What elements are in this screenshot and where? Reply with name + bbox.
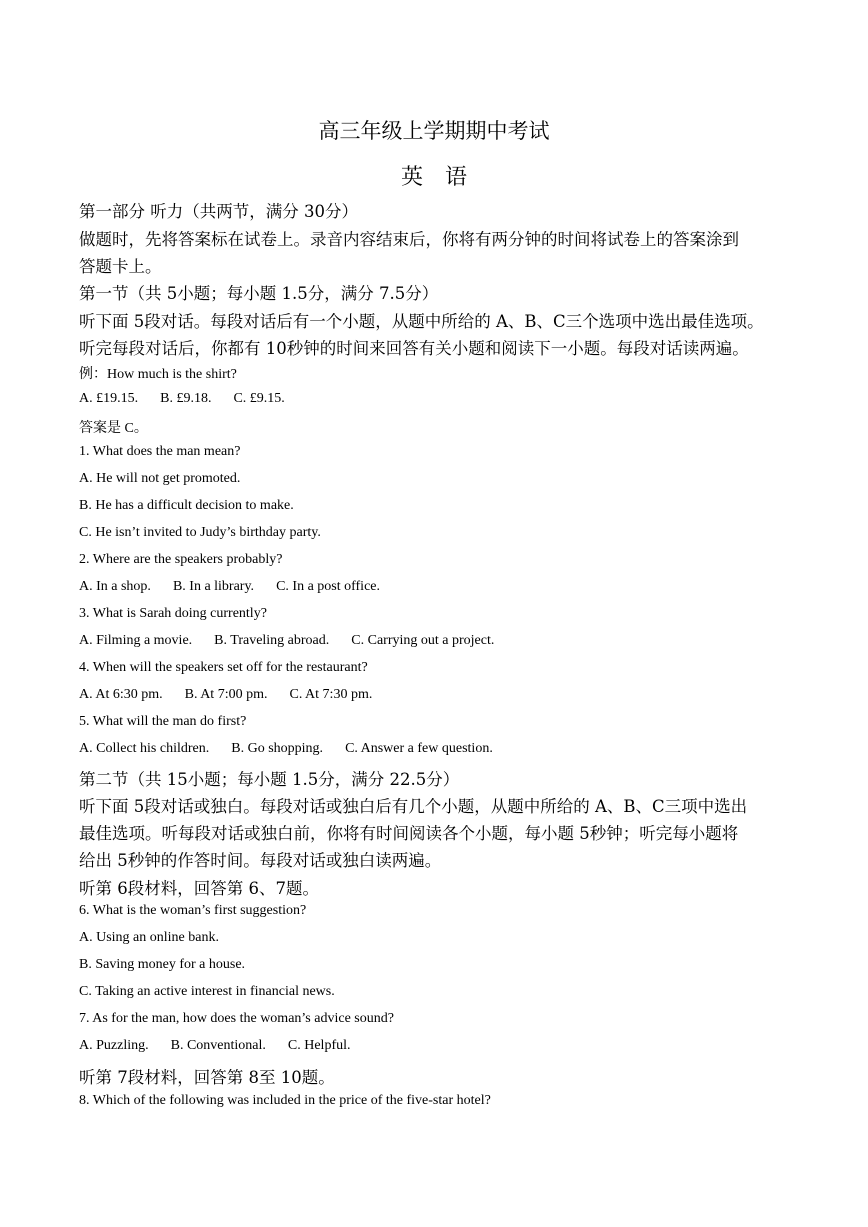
question-5: 5. What will the man do first? <box>79 714 247 729</box>
section1-instruction-2: 听完每段对话后，你都有 10秒钟的时间来回答有关小题和阅读下一小题。每段对话读两遍。 <box>79 339 749 358</box>
question-4: 4. When will the speakers set off for the restaurant? <box>79 660 368 675</box>
option-c: C. Carrying out a project. <box>351 633 495 648</box>
example-options <box>79 391 285 407</box>
material-6-heading: 听第 6段材料，回答第 6、7题。 <box>79 879 319 898</box>
question-2-options <box>79 579 380 595</box>
part1-heading: 第一部分 听力（共两节，满分 30分） <box>79 202 358 221</box>
question-6: 6. What is the woman’s first suggestion? <box>79 903 307 918</box>
question-7-options <box>79 1038 351 1054</box>
option-a: A. At 6:30 pm. <box>79 687 163 702</box>
option-c: C. At 7:30 pm. <box>289 687 373 702</box>
question-8: 8. Which of the following was included in the price of the five-star hotel? <box>79 1093 491 1108</box>
section1-heading: 第一节（共 5小题；每小题 1.5分，满分 7.5分） <box>79 284 439 303</box>
exam-title: 高三年级上学期期中考试 <box>318 119 550 143</box>
section1-instruction-1: 听下面 5段对话。每段对话后有一个小题，从题中所给的 A、B、C三个选项中选出最佳选项。 <box>79 312 764 331</box>
question-6-option-a: A. Using an online bank. <box>79 930 219 945</box>
question-6-option-c: C. Taking an active interest in financial news. <box>79 984 335 999</box>
option-c: C. £9.15. <box>233 391 285 406</box>
question-1-option-c: C. He isn’t invited to Judy’s birthday party. <box>79 525 321 540</box>
option-a: A. £19.15. <box>79 391 139 406</box>
example-question: 例：How much is the shirt? <box>79 367 237 382</box>
question-2: 2. Where are the speakers probably? <box>79 552 283 567</box>
option-b: B. Conventional. <box>170 1038 266 1053</box>
question-6-option-b: B. Saving money for a house. <box>79 957 246 972</box>
section2-instruction-2: 最佳选项。听每段对话或独白前，你将有时间阅读各个小题，每小题 5秒钟；听完每小题将 <box>79 824 739 843</box>
option-c: C. Helpful. <box>287 1038 351 1053</box>
option-b: B. Traveling abroad. <box>214 633 330 648</box>
question-3: 3. What is Sarah doing currently? <box>79 606 267 621</box>
option-b: B. In a library. <box>172 579 255 594</box>
part1-instruction-2: 答题卡上。 <box>79 257 162 276</box>
option-a: A. In a shop. <box>79 579 151 594</box>
section2-instruction-1: 听下面 5段对话或独白。每段对话或独白后有几个小题，从题中所给的 A、B、C三项中选出 <box>79 797 748 816</box>
question-5-options <box>79 741 493 757</box>
question-7: 7. As for the man, how does the woman’s advice sound? <box>79 1011 394 1026</box>
question-4-options <box>79 687 372 703</box>
question-3-options <box>79 633 494 649</box>
option-a: A. Puzzling. <box>79 1038 149 1053</box>
option-a: A. Collect his children. <box>79 741 210 756</box>
example-answer: 答案是 C。 <box>79 421 148 436</box>
section2-instruction-3: 给出 5秒钟的作答时间。每段对话或独白读两遍。 <box>79 851 442 870</box>
question-1: 1. What does the man mean? <box>79 444 241 459</box>
part1-instruction-1: 做题时，先将答案标在试卷上。录音内容结束后，你将有两分钟的时间将试卷上的答案涂到 <box>79 230 739 249</box>
option-b: B. £9.18. <box>160 391 212 406</box>
option-b: B. Go shopping. <box>231 741 324 756</box>
material-7-heading: 听第 7段材料，回答第 8至 10题。 <box>79 1068 335 1087</box>
question-1-option-a: A. He will not get promoted. <box>79 471 241 486</box>
option-c: C. In a post office. <box>276 579 381 594</box>
option-a: A. Filming a movie. <box>79 633 193 648</box>
option-c: C. Answer a few question. <box>345 741 493 756</box>
section2-heading: 第二节（共 15小题；每小题 1.5分，满分 22.5分） <box>79 770 460 789</box>
subject-title: 英 语 <box>400 165 467 190</box>
question-1-option-b: B. He has a difficult decision to make. <box>79 498 294 513</box>
option-b: B. At 7:00 pm. <box>184 687 268 702</box>
